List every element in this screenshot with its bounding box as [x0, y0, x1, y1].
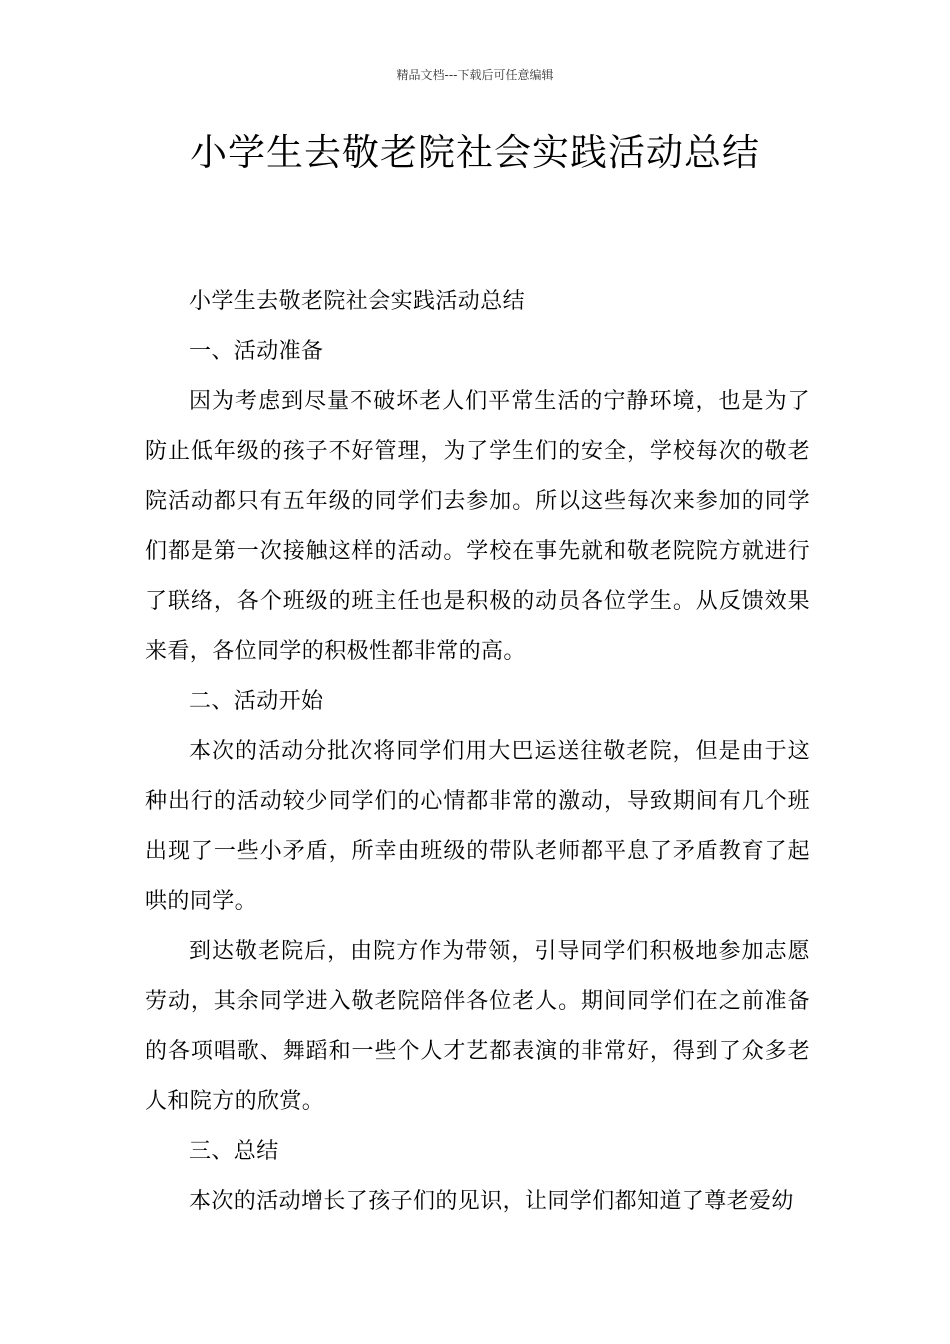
paragraph-summary: 本次的活动增长了孩子们的见识，让同学们都知道了尊老爱幼 — [189, 1189, 794, 1214]
paragraph-arrival: 到达敬老院后，由院方作为带领，引导同学们积极地参加志愿劳动，其余同学进入敬老院陪伴各位老人。期间同学们在之前准备的各项唱歌、舞蹈和一些个人才艺都表演的非常好，得到了众多老人和院方的欣赏。 — [145, 939, 810, 1114]
section-heading-start: 二、活动开始 — [189, 689, 324, 714]
paragraph-subtitle: 小学生去敬老院社会实践活动总结 — [189, 289, 526, 314]
paragraph-preparation: 因为考虑到尽量不破坏老人们平常生活的宁静环境，也是为了防止低年级的孩子不好管理，为了学生们的安全，学校每次的敬老院活动都只有五年级的同学们去参加。所以这些每次来参加的同学们都是第一次接触这样的活动。学校在事先就和敬老院院方就进行了联络，各个班级的班主任也是积极的动员各位学生。从反馈效果来看，各位同学的积极性都非常的高。 — [145, 389, 810, 664]
header-note: 精品文档---下载后可任意编辑 — [396, 68, 554, 82]
section-heading-preparation: 一、活动准备 — [189, 339, 324, 364]
document-title: 小学生去敬老院社会实践活动总结 — [190, 131, 760, 174]
section-heading-summary: 三、总结 — [189, 1139, 279, 1164]
document-body — [145, 277, 810, 1227]
paragraph-start: 本次的活动分批次将同学们用大巴运送往敬老院，但是由于这种出行的活动较少同学们的心情都非常的激动，导致期间有几个班出现了一些小矛盾，所幸由班级的带队老师都平息了矛盾教育了起哄的同学。 — [145, 739, 810, 914]
